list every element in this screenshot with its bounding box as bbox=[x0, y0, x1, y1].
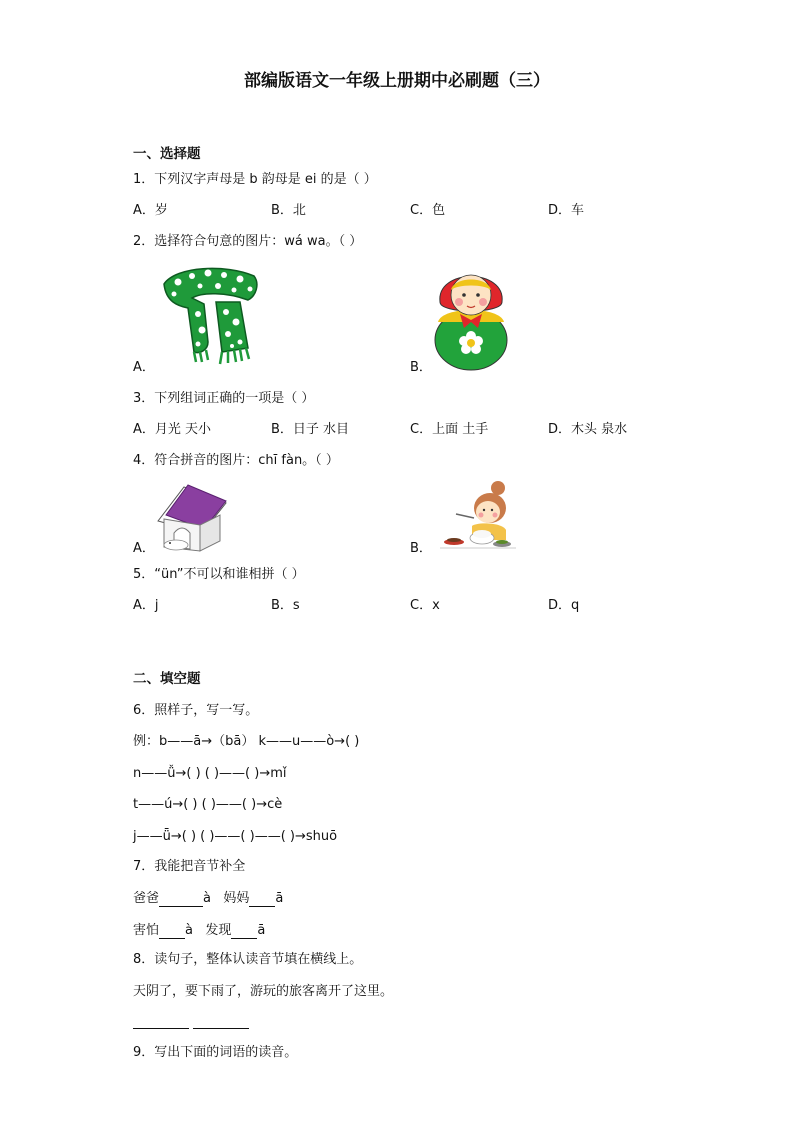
q8-stem: 8．读句子，整体认读音节填在横线上。 bbox=[133, 952, 363, 967]
q7-blank-2[interactable] bbox=[249, 890, 275, 907]
q5-option-b[interactable]: B．s bbox=[271, 598, 300, 613]
q3-option-c[interactable]: C．上面 土手 bbox=[410, 422, 489, 437]
q7-blank-3[interactable] bbox=[159, 922, 185, 939]
q1-stem: 1．下列汉字声母是 b 韵母是 ei 的是（ ） bbox=[133, 172, 377, 187]
q8-answer-line-1[interactable] bbox=[133, 1028, 189, 1029]
q3-option-b[interactable]: B．日子 水目 bbox=[271, 422, 350, 437]
q6-stem: 6．照样子，写一写。 bbox=[133, 703, 259, 718]
q2-option-b[interactable]: B． bbox=[410, 360, 432, 375]
q5-option-a[interactable]: A．j bbox=[133, 598, 159, 613]
q7-syllable-4: ā bbox=[257, 923, 266, 938]
q7-row-1 bbox=[133, 890, 283, 907]
q4-option-a[interactable]: A． bbox=[133, 541, 155, 556]
q2-stem: 2．选择符合句意的图片：wá wa。（ ） bbox=[133, 234, 363, 249]
q4-option-b[interactable]: B． bbox=[410, 541, 432, 556]
q6-line-2[interactable]: t——ú→( ) ( )——( )→cè bbox=[133, 797, 283, 812]
q3-option-a[interactable]: A．月光 天小 bbox=[133, 422, 212, 437]
q7-row-2 bbox=[133, 922, 265, 939]
q6-example-line: 例：b——ā→（bā） k——u——ò→( ) bbox=[133, 734, 360, 749]
q7-blank-1[interactable] bbox=[159, 890, 203, 907]
q7-word-mama: 妈妈 bbox=[223, 891, 250, 906]
q1-option-a[interactable]: A．岁 bbox=[133, 203, 168, 218]
q5-option-c[interactable]: C．x bbox=[410, 598, 440, 613]
q5-stem: 5．“ün”不可以和谁相拼（ ） bbox=[133, 567, 305, 582]
q7-word-baba: 爸爸 bbox=[133, 891, 160, 906]
q4-stem: 4．符合拼音的图片：chī fàn。（ ） bbox=[133, 453, 339, 468]
green-scarf-image[interactable] bbox=[156, 262, 264, 366]
q8-sentence: 天阴了，要下雨了，游玩的旅客离开了这里。 bbox=[133, 984, 394, 999]
section-fill-heading: 二、填空题 bbox=[133, 671, 201, 687]
nesting-doll-image[interactable] bbox=[432, 262, 510, 372]
q7-word-faxian: 发现 bbox=[205, 923, 232, 938]
q7-syllable-2: ā bbox=[275, 891, 284, 906]
q7-syllable-3: à bbox=[185, 923, 193, 938]
q2-option-a[interactable]: A． bbox=[133, 360, 155, 375]
q3-stem: 3．下列组词正确的一项是（ ） bbox=[133, 391, 315, 406]
q7-syllable-1: à bbox=[203, 891, 211, 906]
q7-stem: 7．我能把音节补全 bbox=[133, 859, 246, 874]
q8-answer-line-2[interactable] bbox=[193, 1028, 249, 1029]
q6-line-1[interactable]: n——ǚ→( ) ( )——( )→mǐ bbox=[133, 766, 287, 781]
doghouse-image[interactable] bbox=[154, 481, 230, 553]
girl-eating-image[interactable] bbox=[432, 478, 520, 554]
q3-option-d[interactable]: D．木头 泉水 bbox=[548, 422, 628, 437]
section-choice-heading: 一、选择题 bbox=[133, 146, 201, 162]
q7-word-haipa: 害怕 bbox=[133, 923, 160, 938]
page-title: 部编版语文一年级上册期中必刷题（三） bbox=[244, 71, 550, 91]
q1-option-d[interactable]: D．车 bbox=[548, 203, 585, 218]
q6-line-3[interactable]: j——ǖ→( ) ( )——( )——( )→shuō bbox=[133, 829, 338, 844]
q1-option-b[interactable]: B．北 bbox=[271, 203, 306, 218]
q5-option-d[interactable]: D．q bbox=[548, 598, 580, 613]
q7-blank-4[interactable] bbox=[231, 922, 257, 939]
q9-stem: 9．写出下面的词语的读音。 bbox=[133, 1045, 298, 1060]
q1-option-c[interactable]: C．色 bbox=[410, 203, 446, 218]
